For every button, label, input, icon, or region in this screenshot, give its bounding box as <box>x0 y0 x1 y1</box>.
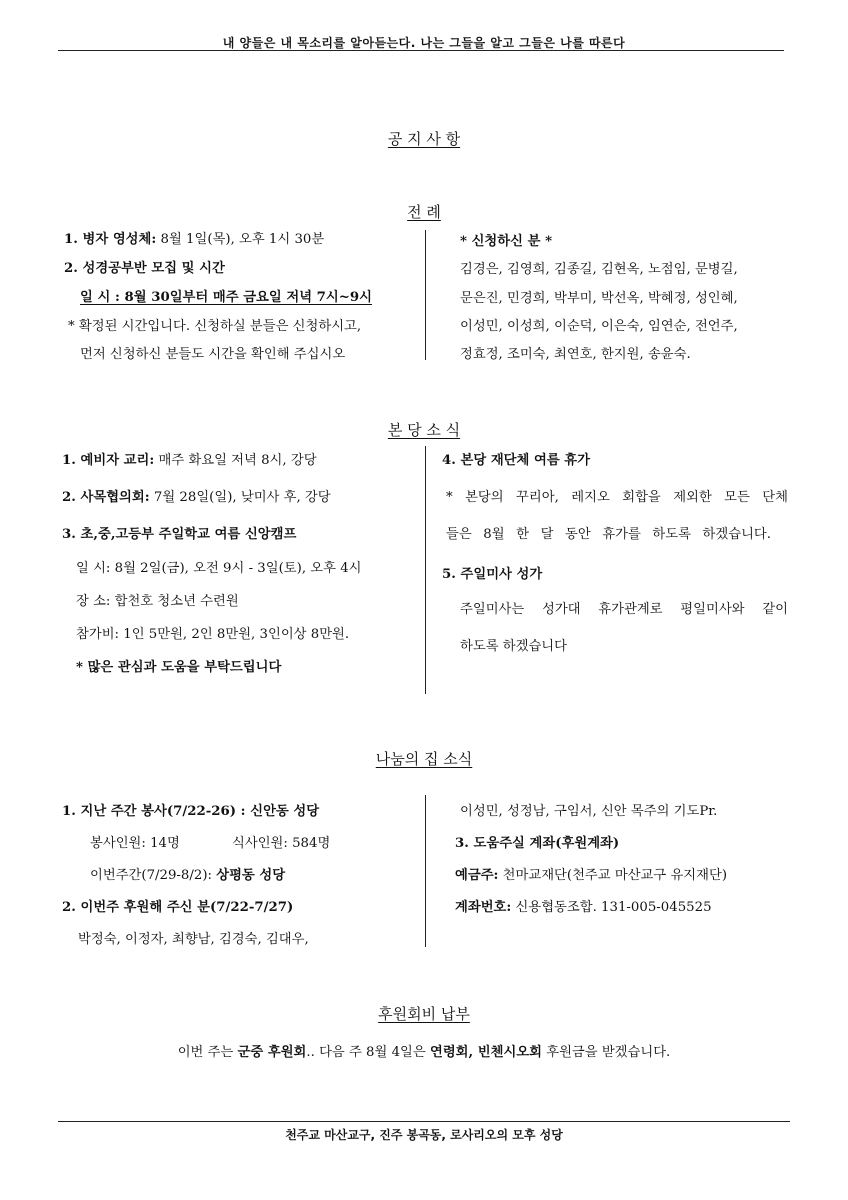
volunteer-count: 봉사인원: 14명 <box>90 836 180 851</box>
applicants-line4: 정효정, 조미숙, 최연호, 한지원, 송윤숙. <box>460 347 691 362</box>
liturgy-item2: 2. 성경공부반 모집 및 시간 <box>64 261 225 276</box>
parish-item4: 4. 본당 재단체 여름 휴가 <box>442 453 591 468</box>
liturgy-note-line2: 먼저 신청하신 분들도 시간을 확인해 주십시오 <box>80 347 346 362</box>
applicants-line3: 이성민, 이성희, 이순덕, 이은숙, 임연순, 전언주, <box>460 319 738 334</box>
vacation-line2: 들은 8월 한 달 동안 휴가를 하도록 하겠습니다. <box>446 527 771 542</box>
camp-fee: 참가비: 1인 5만원, 2인 8만원, 3인이상 8만원. <box>76 627 350 642</box>
camp-date: 일 시: 8월 2일(금), 오전 9시 - 3일(토), 오후 4시 <box>76 561 362 576</box>
sharing-title: 나눔의 집 소식 <box>375 750 473 768</box>
parish-divider <box>425 446 426 694</box>
applicants-heading: * 신청하신 분 * <box>460 234 553 249</box>
liturgy-divider <box>425 230 426 360</box>
parish-item3: 3. 초,중,고등부 주일학교 여름 신앙캠프 <box>62 527 297 542</box>
account-number: 계좌번호: 신용협동조합. 131-005-045525 <box>455 900 712 915</box>
applicants-line2: 문은진, 민경희, 박부미, 박선옥, 박혜정, 성인혜, <box>460 291 738 306</box>
liturgy-item1: 1. 병자 영성체: 8월 1일(목), 오후 1시 30분 <box>64 232 325 247</box>
footer-parish: 천주교 마산교구, 진주 봉곡동, 로사리오의 모후 성당 <box>285 1128 563 1142</box>
parish-item1: 1. 예비자 교리: 매주 화요일 저녁 8시, 강당 <box>62 453 317 468</box>
camp-place: 장 소: 합천호 청소년 수련원 <box>76 594 239 609</box>
sharing-item2: 2. 이번주 후원해 주신 분(7/22-7/27) <box>62 900 294 915</box>
liturgy-item2-schedule: 일 시 : 8월 30일부터 매주 금요일 저녁 7시~9시 <box>80 290 373 305</box>
sponsor-text: 이번 주는 군중 후원회.. 다음 주 8월 4일은 연령회, 빈첸시오회 후원금을 받겠습니다. <box>177 1045 671 1060</box>
mass-music-line2: 하도록 하겠습니다 <box>460 639 567 654</box>
sponsor-title: 후원회비 납부 <box>378 1005 470 1023</box>
header-motto: 내 양들은 내 목소리를 알아듣는다. 나는 그들을 알고 그들은 나를 따른다 <box>222 36 626 50</box>
sharing-divider <box>425 795 426 947</box>
account-holder: 예금주: 천마교재단(천주교 마산교구 유지재단) <box>455 868 728 883</box>
liturgy-title: 전 례 <box>407 203 441 221</box>
sharing-item1: 1. 지난 주간 봉사(7/22-26) : 신안동 성당 <box>62 804 320 819</box>
applicants-line1: 김경은, 김영희, 김종길, 김현옥, 노점임, 문병길, <box>460 262 738 277</box>
parish-item5: 5. 주일미사 성가 <box>442 567 543 582</box>
vacation-line1: * 본당의 꾸리아, 레지오 회합을 제외한 모든 단체 <box>446 490 788 505</box>
sharing-item3: 3. 도움주실 계좌(후원계좌) <box>455 836 620 851</box>
parish-item2: 2. 사목협의회: 7월 28일(일), 낮미사 후, 강당 <box>62 490 331 505</box>
header-rule <box>58 50 784 51</box>
mass-music-line1: 주일미사는 성가대 휴가관계로 평일미사와 같이 <box>460 602 788 617</box>
donors-line2: 이성민, 성정남, 구임서, 신안 목주의 기도Pr. <box>460 804 718 819</box>
footer-rule <box>58 1121 790 1122</box>
meal-count: 식사인원: 584명 <box>232 836 331 851</box>
parish-title: 본 당 소 식 <box>387 421 461 439</box>
notice-title: 공 지 사 항 <box>387 130 461 148</box>
camp-request: * 많은 관심과 도움을 부탁드립니다 <box>76 660 282 675</box>
this-week-service: 이번주간(7/29-8/2): 상평동 성당 <box>90 868 286 883</box>
liturgy-note-line1: * 확정된 시간입니다. 신청하실 분들은 신청하시고, <box>68 319 362 334</box>
donors-line1: 박정숙, 이정자, 최향남, 김경숙, 김대우, <box>78 932 309 947</box>
